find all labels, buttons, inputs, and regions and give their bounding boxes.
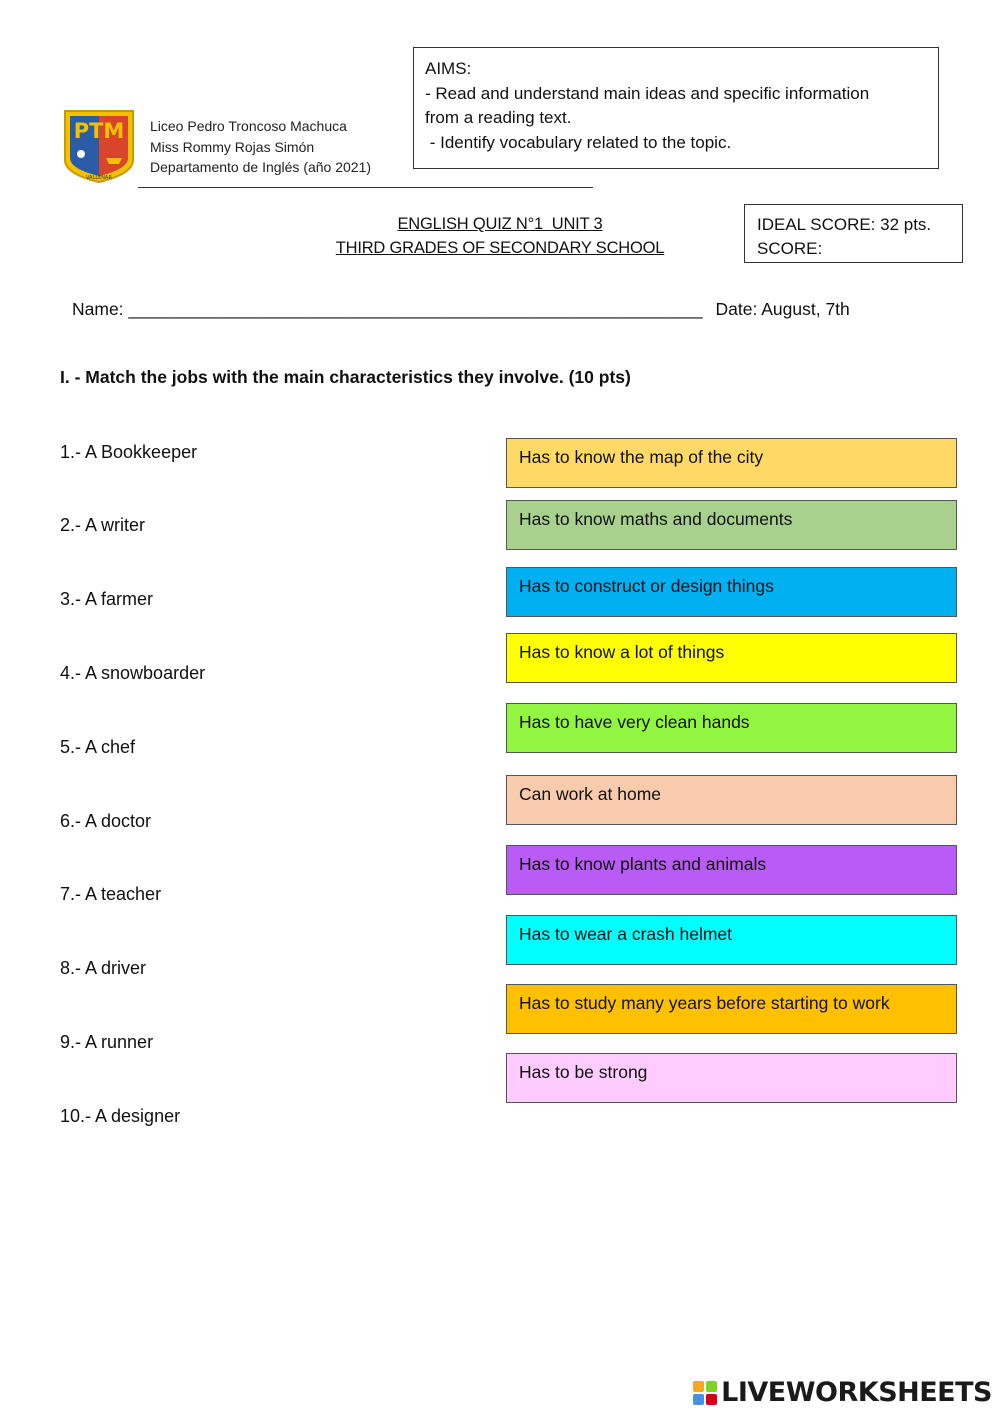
aims-title: AIMS: [425,59,472,78]
score-box [744,204,963,263]
job-item-6[interactable]: 6.- A doctor [60,811,152,831]
job-item-4[interactable]: 4.- A snowboarder [60,663,206,683]
aims-line-2: from a reading text. [425,108,572,127]
aims-box [413,47,939,169]
department: Departamento de Inglés (año 2021) [150,159,372,175]
school-info [150,116,371,178]
job-item-1[interactable]: 1.- A Bookkeeper [60,442,198,462]
job-item-3[interactable]: 3.- A farmer [60,589,154,609]
characteristic-card-7[interactable]: Has to know plants and animals [506,845,957,895]
characteristic-card-1[interactable]: Has to know the map of the city [506,438,957,488]
school-logo [62,108,136,184]
characteristic-card-9[interactable]: Has to study many years before starting to work [506,984,957,1034]
name-field[interactable]: Name: ___________________________________________________________ [72,299,703,319]
quiz-title-line-2: THIRD GRADES OF SECONDARY SCHOOL [335,239,665,257]
header-divider [138,187,593,188]
ideal-score: IDEAL SCORE: 32 pts. [757,215,932,234]
section-instruction: I. - Match the jobs with the main characteristics they involve. (10 pts) [60,367,631,387]
date-label: Date: August, 7th [715,299,850,319]
characteristic-card-6[interactable]: Can work at home [506,775,957,825]
job-item-8[interactable]: 8.- A driver [60,958,147,978]
characteristic-card-10[interactable]: Has to be strong [506,1053,957,1103]
characteristic-card-5[interactable]: Has to have very clean hands [506,703,957,753]
characteristic-card-8[interactable]: Has to wear a crash helmet [506,915,957,965]
characteristic-card-3[interactable]: Has to construct or design things [506,567,957,617]
svg-text:PTM: PTM [73,119,125,143]
job-item-10[interactable]: 10.- A designer [60,1106,181,1126]
svg-text:VALLENAR: VALLENAR [86,175,112,181]
name-date-row [72,299,850,320]
quiz-title-line-1: ENGLISH QUIZ N°1 UNIT 3 [397,215,603,233]
characteristic-card-4[interactable]: Has to know a lot of things [506,633,957,683]
aims-line-3: - Identify vocabulary related to the topic. [425,132,732,152]
job-item-9[interactable]: 9.- A runner [60,1032,154,1052]
brand-text: LIVEWORKSHEETS [721,1377,992,1408]
quiz-title [300,212,700,260]
job-item-5[interactable]: 5.- A chef [60,737,136,757]
school-name: Liceo Pedro Troncoso Machuca [150,118,347,134]
liveworksheets-logo-icon [692,1380,718,1406]
job-item-2[interactable]: 2.- A writer [60,515,146,535]
characteristic-card-2[interactable]: Has to know maths and documents [506,500,957,550]
score-label: SCORE: [757,239,823,258]
liveworksheets-brand [692,1377,992,1408]
aims-line-1: - Read and understand main ideas and specific information [425,83,870,103]
teacher-name: Miss Rommy Rojas Simón [150,138,315,155]
job-item-7[interactable]: 7.- A teacher [60,884,162,904]
